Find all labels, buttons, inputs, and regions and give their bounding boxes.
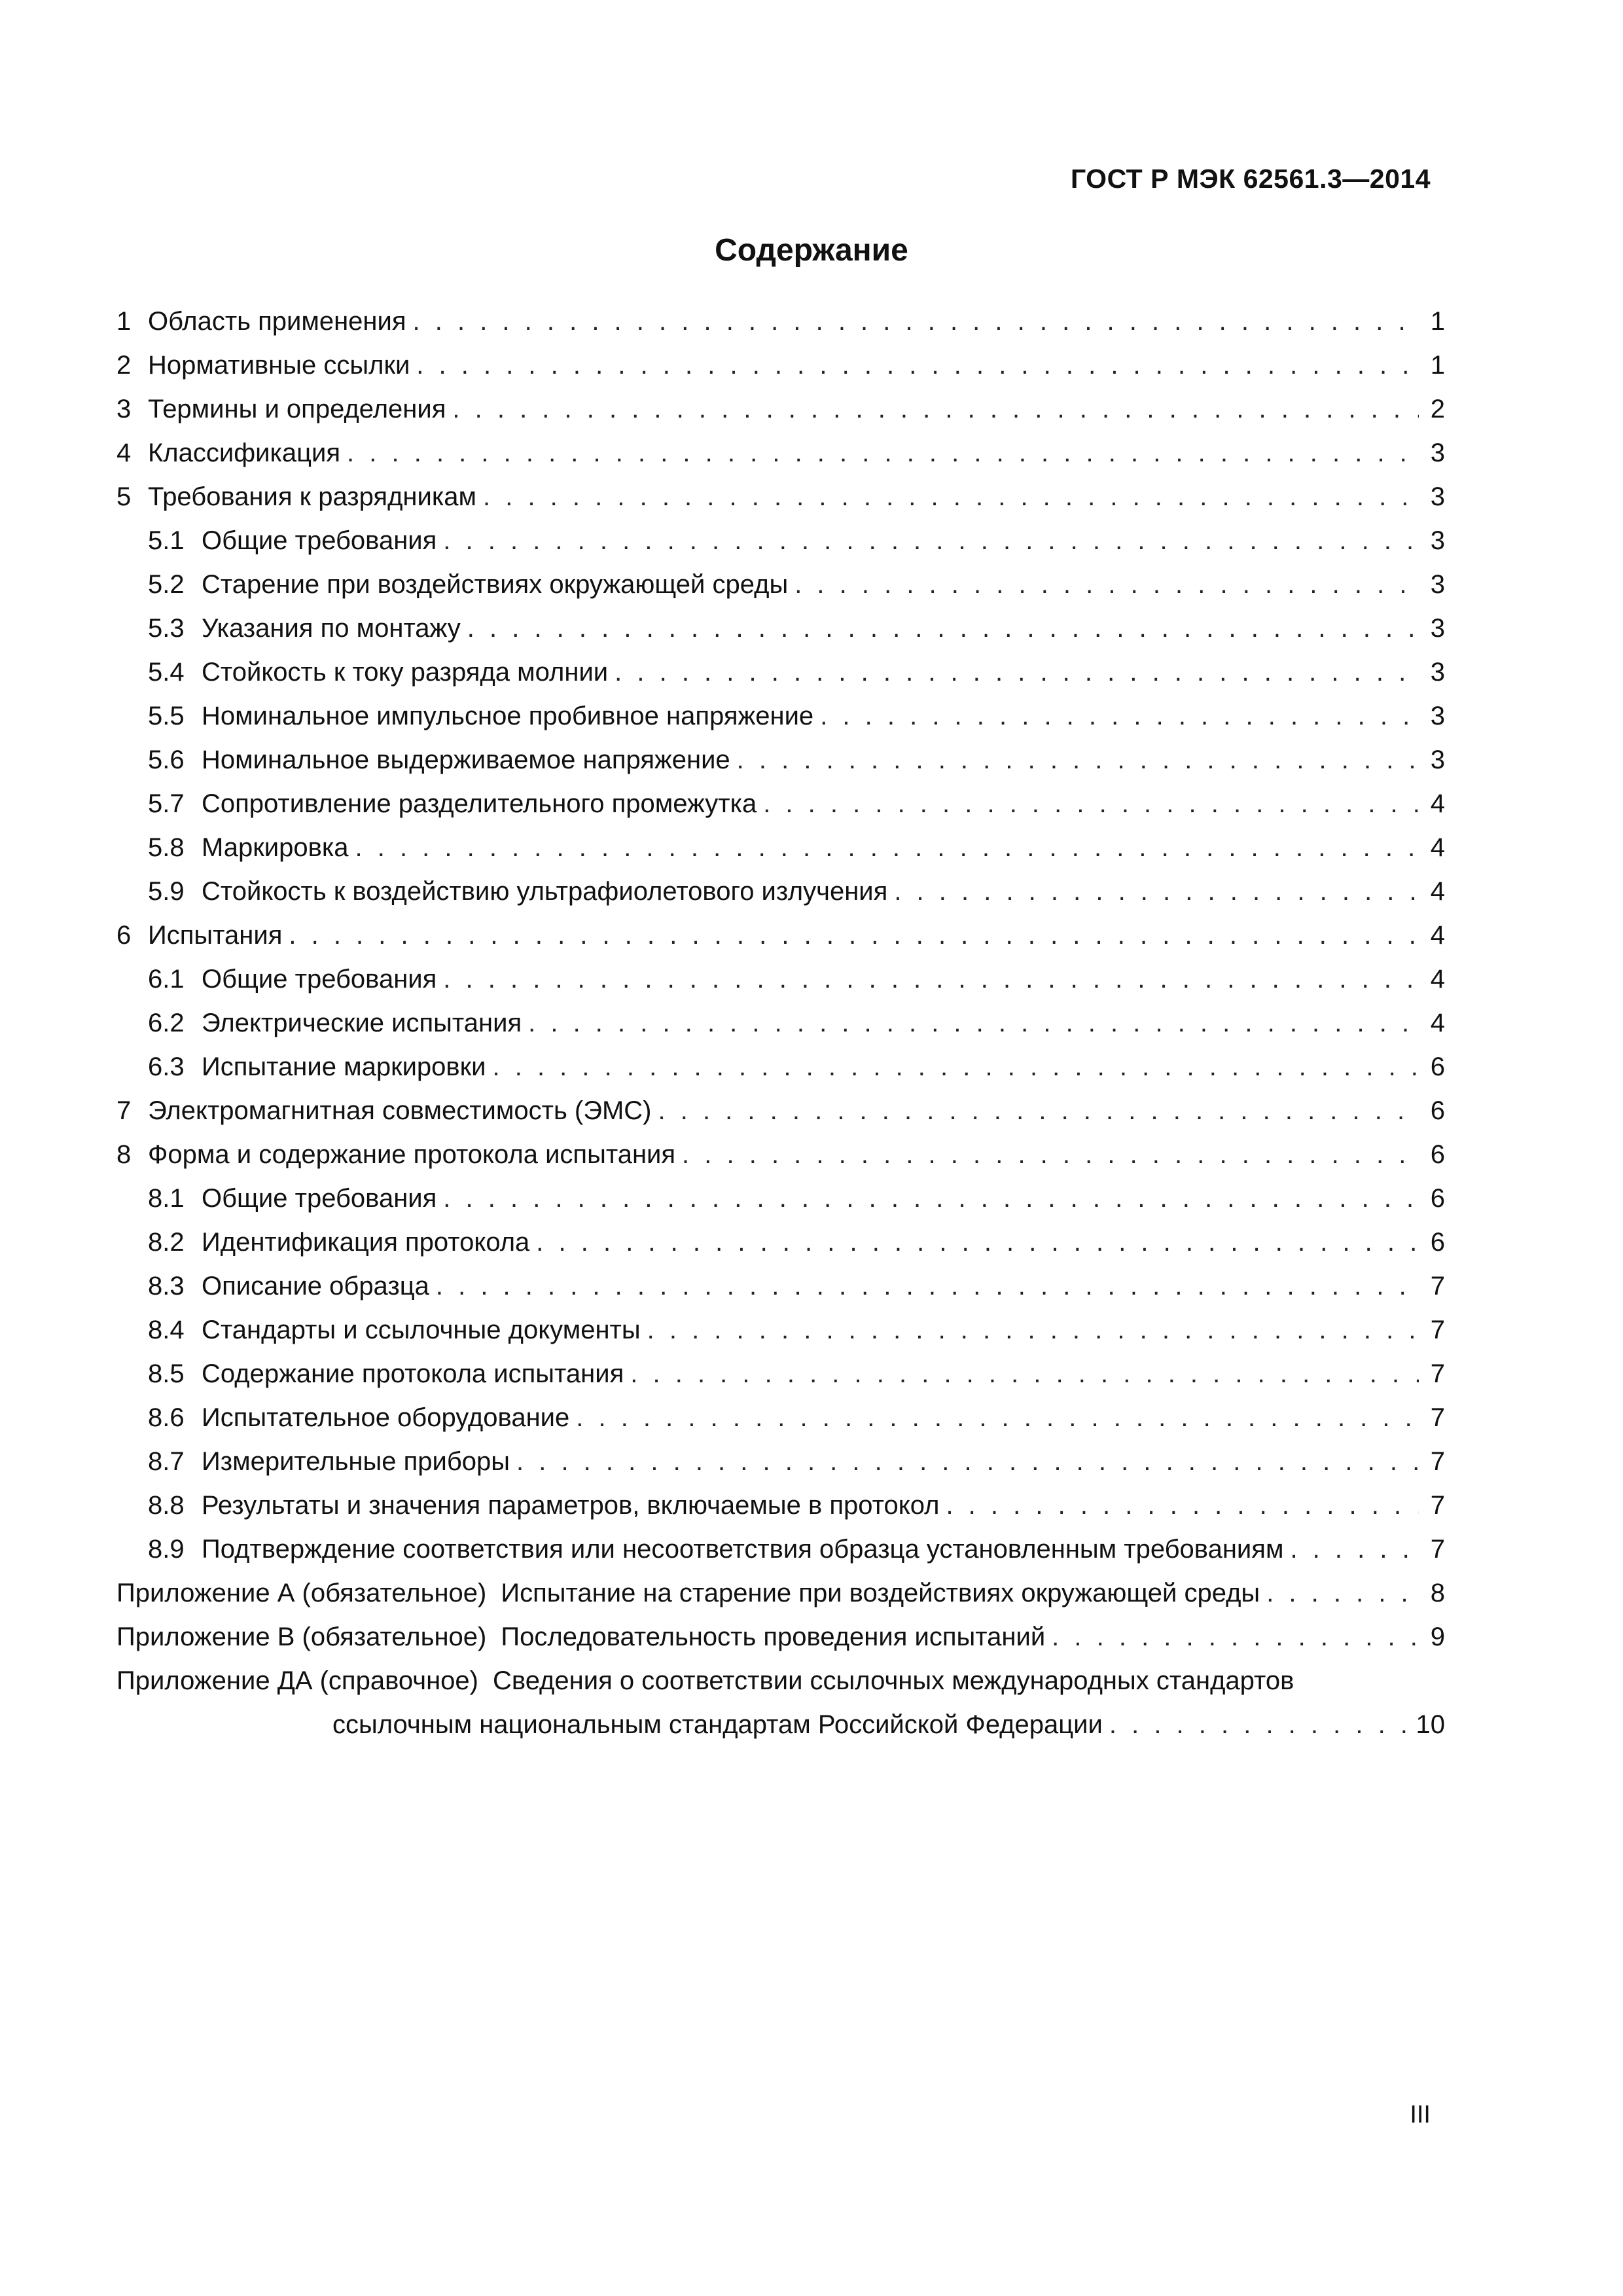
toc-entry-label: Содержание протокола испытания [202,1359,624,1388]
toc-entry-label: Общие требования [202,965,437,994]
table-of-contents [116,300,1445,1747]
toc-entry-label-group [116,563,788,607]
toc-appendix-line [116,1659,1445,1703]
toc-dot-leader [483,475,1419,519]
toc-dot-leader [737,738,1419,782]
toc-entry-page: 1 [1430,351,1445,380]
toc-entry-page: 7 [1430,1535,1445,1564]
toc-dot-leader [436,1265,1419,1308]
toc-title: Содержание [715,233,908,268]
toc-entry[interactable] [116,387,1445,431]
toc-entry-page: 6 [1430,1052,1445,1081]
toc-dot-leader [820,694,1419,738]
toc-entry-label: Область применения [148,307,406,336]
toc-entry-label: Общие требования [202,1184,437,1213]
toc-entry[interactable] [116,1528,1445,1571]
toc-entry-label-group [116,1177,437,1221]
toc-entry-page: 3 [1430,658,1445,687]
toc-entry[interactable] [116,1045,1445,1089]
toc-appendix-label-continued: ссылочным национальным стандартам Российской Федерации [332,1710,1103,1739]
toc-entry-number: 8.6 [148,1403,185,1432]
toc-entry-page: 7 [1430,1491,1445,1520]
toc-entry-page: 4 [1430,1009,1445,1037]
toc-entry-label-group [116,1265,429,1308]
toc-entry-page: 4 [1430,921,1445,950]
toc-appendix-head: Приложение А (обязательное) [116,1579,487,1607]
toc-entry-number: 5.9 [148,877,185,906]
toc-entry-label-group [116,738,730,782]
toc-entry-label-group [116,826,348,870]
toc-entry-label: Описание образца [202,1272,429,1300]
toc-dot-leader [1109,1703,1410,1747]
toc-entry-label: Номинальное выдерживаемое напряжение [202,745,730,774]
toc-dot-leader [347,431,1419,475]
toc-entry-label-group [116,431,340,475]
toc-entry-page: 3 [1430,745,1445,774]
toc-entry-label-group [116,1045,486,1089]
toc-entry[interactable] [116,1089,1445,1133]
toc-entry-page: 7 [1430,1403,1445,1432]
toc-entry-label: Стойкость к воздействию ультрафиолетового излучения [202,877,888,906]
toc-entry-label: Маркировка [202,833,349,862]
toc-entry[interactable] [116,1440,1445,1484]
toc-dot-leader [658,1089,1419,1133]
toc-appendix-label: Последовательность проведения испытаний [501,1623,1046,1651]
toc-entry[interactable] [116,694,1445,738]
toc-entry[interactable] [116,1221,1445,1265]
toc-dot-leader [763,782,1419,826]
toc-entry-label: Сопротивление разделительного промежутка [202,789,757,818]
toc-entry-label-group [116,1089,652,1133]
toc-entry[interactable] [116,826,1445,870]
toc-entry-number: 6 [116,921,132,950]
toc-entry-page: 1 [1430,307,1445,336]
toc-entry-label: Электрические испытания [202,1009,522,1037]
toc-entry[interactable] [116,1484,1445,1528]
toc-entry[interactable] [116,651,1445,694]
toc-entry-label-group [116,475,476,519]
toc-dot-leader [682,1133,1419,1177]
toc-appendix-line [116,1703,1445,1747]
toc-entry-number: 8 [116,1140,132,1169]
toc-entry-page: 4 [1430,877,1445,906]
toc-entry-label: Форма и содержание протокола испытания [148,1140,676,1169]
toc-entry-number: 5.1 [148,526,185,555]
toc-entry-number: 2 [116,351,132,380]
toc-entry-number: 8.2 [148,1228,185,1257]
toc-entry-page: 6 [1430,1096,1445,1125]
toc-entry-number: 5 [116,482,132,511]
toc-entry-page: 3 [1430,526,1445,555]
toc-entry-label: Термины и определения [148,395,446,423]
toc-entry[interactable] [116,563,1445,607]
toc-entry-number: 5.7 [148,789,185,818]
toc-entry-page: 6 [1430,1140,1445,1169]
toc-entry-label-group [116,914,282,958]
toc-dot-leader [576,1396,1419,1440]
toc-entry-label: Стандарты и ссылочные документы [202,1316,641,1344]
toc-entry-number: 8.8 [148,1491,185,1520]
toc-entry-page: 9 [1430,1623,1445,1651]
toc-appendix-entry[interactable] [116,1571,1445,1615]
toc-entry-label: Требования к разрядникам [148,482,476,511]
toc-dot-leader [467,607,1419,651]
toc-entry-number: 5.2 [148,570,185,599]
toc-entry-page: 2 [1430,395,1445,423]
toc-entry-number: 5.8 [148,833,185,862]
toc-entry[interactable] [116,1177,1445,1221]
toc-entry[interactable] [116,519,1445,563]
toc-entry-label: Общие требования [202,526,437,555]
toc-entry-label-group [116,958,437,1001]
toc-entry[interactable] [116,607,1445,651]
toc-entry-label-group [116,1440,510,1484]
toc-entry-page: 7 [1430,1447,1445,1476]
toc-entry-page: 7 [1430,1272,1445,1300]
toc-dot-leader [1266,1571,1419,1615]
toc-dot-leader [1052,1615,1419,1659]
toc-entry-number: 6.1 [148,965,185,994]
toc-entry-number: 1 [116,307,132,336]
toc-dot-leader [615,651,1419,694]
toc-entry-label: Измерительные приборы [202,1447,510,1476]
toc-entry-page: 6 [1430,1228,1445,1257]
toc-entry[interactable] [116,344,1445,387]
toc-entry-label-group [116,1308,641,1352]
toc-entry-label-group [116,387,446,431]
toc-entry-number: 8.1 [148,1184,185,1213]
toc-entry-page: 3 [1430,702,1445,730]
page-number: III [1410,2101,1431,2128]
toc-entry-label-group [116,870,887,914]
toc-entry-number: 3 [116,395,132,423]
toc-entry-label-group [116,782,757,826]
toc-entry-page: 4 [1430,833,1445,862]
toc-entry-number: 5.5 [148,702,185,730]
document-code: ГОСТ Р МЭК 62561.3—2014 [1070,164,1431,194]
toc-dot-leader [289,914,1419,958]
toc-dot-leader [413,300,1419,344]
toc-entry-page: 4 [1430,965,1445,994]
toc-entry-number: 4 [116,439,132,467]
toc-entry-label: Испытания [148,921,283,950]
toc-entry[interactable] [116,475,1445,519]
toc-entry-number: 8.9 [148,1535,185,1564]
toc-entry-page: 3 [1430,439,1445,467]
toc-entry-label-group [116,344,410,387]
toc-dot-leader [443,958,1419,1001]
toc-entry[interactable] [116,1133,1445,1177]
toc-entry-page: 3 [1430,614,1445,643]
toc-entry-label-group [116,1571,1260,1615]
toc-entry-label-group [116,1615,1045,1659]
toc-entry-label-group [116,1484,939,1528]
toc-entry-page: 8 [1430,1579,1445,1607]
toc-entry-label: Идентификация протокола [202,1228,530,1257]
toc-dot-leader [894,870,1419,914]
toc-entry-number: 5.4 [148,658,185,687]
toc-entry-number: 6.2 [148,1009,185,1037]
toc-appendix-head: Приложение ДА (справочное) [116,1666,478,1695]
toc-entry-number: 8.4 [148,1316,185,1344]
toc-entry[interactable] [116,870,1445,914]
toc-appendix-entry[interactable] [116,1615,1445,1659]
toc-entry-label: Результаты и значения параметров, включаемые в протокол [202,1491,940,1520]
toc-dot-leader [630,1352,1419,1396]
toc-dot-leader [647,1308,1419,1352]
toc-entry-page: 7 [1430,1316,1445,1344]
toc-entry-page: 7 [1430,1359,1445,1388]
toc-entry-page: 3 [1430,570,1445,599]
toc-dot-leader [452,387,1419,431]
toc-dot-leader [416,344,1419,387]
toc-appendix-label: Испытание на старение при воздействиях окружающей среды [501,1579,1260,1607]
toc-entry[interactable] [116,782,1445,826]
toc-entry-label: Испытание маркировки [202,1052,486,1081]
toc-entry[interactable] [116,300,1445,344]
toc-entry-label-group [116,1221,529,1265]
toc-entry-page: 6 [1430,1184,1445,1213]
toc-dot-leader [528,1001,1419,1045]
toc-entry-page: 10 [1416,1710,1445,1739]
toc-dot-leader [443,519,1419,563]
toc-entry-label: Электромагнитная совместимость (ЭМС) [148,1096,652,1125]
toc-entry-label: Стойкость к току разряда молнии [202,658,609,687]
toc-entry[interactable] [116,1396,1445,1440]
toc-dot-leader [1290,1528,1419,1571]
toc-dot-leader [946,1484,1419,1528]
toc-entry-number: 8.3 [148,1272,185,1300]
toc-entry[interactable] [116,914,1445,958]
toc-entry-label-group [116,651,608,694]
toc-entry-label: Номинальное импульсное пробивное напряжение [202,702,814,730]
toc-entry-label: Нормативные ссылки [148,351,410,380]
toc-entry-label-group [116,1396,569,1440]
toc-entry-number: 8.7 [148,1447,185,1476]
toc-entry-label-group [116,519,437,563]
toc-entry-label-group [116,1001,522,1045]
toc-entry-number: 6.3 [148,1052,185,1081]
toc-entry[interactable] [116,431,1445,475]
toc-entry-number: 5.6 [148,745,185,774]
toc-appendix-head: Приложение В (обязательное) [116,1623,487,1651]
toc-entry[interactable] [116,1308,1445,1352]
toc-dot-leader [493,1045,1419,1089]
toc-appendix-entry[interactable] [116,1659,1445,1747]
toc-entry[interactable] [116,958,1445,1001]
toc-dot-leader [794,563,1419,607]
toc-entry-number: 7 [116,1096,132,1125]
toc-entry[interactable] [116,1265,1445,1308]
toc-dot-leader [355,826,1419,870]
toc-entry-label-group [116,607,461,651]
toc-entry[interactable] [116,1001,1445,1045]
toc-entry-label: Старение при воздействиях окружающей среды [202,570,789,599]
toc-entry-number: 8.5 [148,1359,185,1388]
toc-entry-label-group [116,694,813,738]
toc-entry-label: Подтверждение соответствия или несоответствия образца установленным требованиям [202,1535,1284,1564]
toc-entry-page: 3 [1430,482,1445,511]
toc-entry-label: Классификация [148,439,341,467]
toc-entry-label: Указания по монтажу [202,614,461,643]
toc-entry[interactable] [116,1352,1445,1396]
toc-dot-leader [536,1221,1419,1265]
toc-entry-page: 4 [1430,789,1445,818]
toc-entry-label: Испытательное оборудование [202,1403,570,1432]
toc-entry[interactable] [116,738,1445,782]
toc-entry-label-group [116,1528,1283,1571]
toc-entry-label-group [116,1352,624,1396]
toc-entry-label-group [116,300,406,344]
toc-dot-leader [443,1177,1419,1221]
toc-appendix-label: Сведения о соответствии ссылочных международных стандартов [493,1666,1294,1695]
toc-entry-number: 5.3 [148,614,185,643]
toc-dot-leader [516,1440,1419,1484]
toc-entry-label-group [116,1133,675,1177]
